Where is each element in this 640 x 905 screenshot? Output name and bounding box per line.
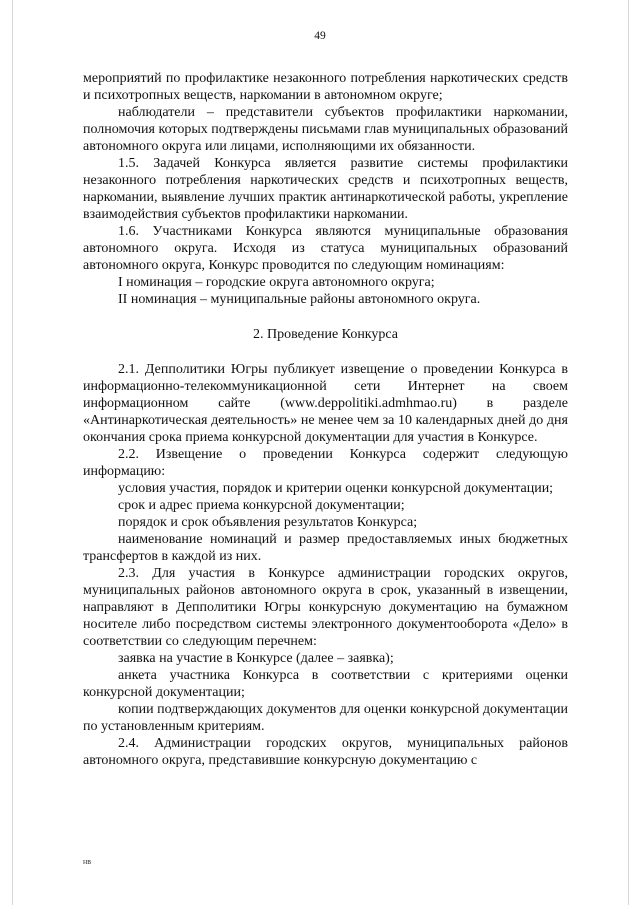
scan-edge-left bbox=[12, 0, 13, 905]
paragraph-p11: порядок и срок объявления результатов Конкурса; bbox=[118, 515, 418, 530]
paragraph-p5: I номинация – городские округа автономного округа; bbox=[118, 275, 435, 290]
paragraph-p3: 1.5. Задачей Конкурса является развитие системы профилактики незаконного потребления наркотических средств и психотропных веществ, наркомании, выявление лучших практик антинаркотической работы, укрепление взаимодействия субъектов профилактики наркомании. bbox=[83, 156, 568, 222]
paragraph-p15: анкета участника Конкурса в соответствии с критериями оценки конкурсной документации; bbox=[83, 668, 568, 700]
scan-edge-right bbox=[628, 0, 629, 905]
paragraph-p14: заявка на участие в Конкурсе (далее – заявка); bbox=[118, 651, 394, 666]
document-body bbox=[83, 70, 568, 769]
paragraph-p10: срок и адрес приема конкурсной документации; bbox=[118, 498, 405, 513]
paragraph-p16: копии подтверждающих документов для оценки конкурсной документации по установленным критериям. bbox=[83, 702, 568, 734]
paragraph-p8: 2.2. Извещение о проведении Конкурса содержит следующую информацию: bbox=[83, 447, 568, 479]
paragraph-p9: условия участия, порядок и критерии оценки конкурсной документации; bbox=[118, 481, 554, 496]
paragraph-p6: II номинация – муниципальные районы автономного округа. bbox=[118, 292, 481, 307]
page-number: 49 bbox=[314, 30, 326, 42]
footer-mark: нв bbox=[83, 857, 92, 866]
section-heading: 2. Проведение Конкурса bbox=[252, 327, 399, 342]
paragraph-p7: 2.1. Депполитики Югры публикует извещение о проведении Конкурса в информационно-телекоммуникационной сети Интернет на своем информационном сайте (www.deppolitiki.admhmao.ru) в разделе «Антинаркотическая деятельность» не менее чем за 10 календарных дней до дня окончания срока приема конкурсной документации для участия в Конкурсе. bbox=[83, 362, 568, 445]
paragraph-p17: 2.4. Администрации городских округов, муниципальных районов автономного округа, представившие конкурсную документацию с bbox=[83, 736, 568, 768]
paragraph-p2: наблюдатели – представители субъектов профилактики наркомании, полномочия которых подтверждены письмами глав муниципальных образований автономного округа или лицами, исполняющими их обязанности. bbox=[83, 105, 568, 154]
paragraph-p4: 1.6. Участниками Конкурса являются муниципальные образования автономного округа. Исходя из статуса муниципальных образований автономного округа, Конкурс проводится по следующим номинациям: bbox=[83, 224, 568, 273]
paragraph-p12: наименование номинаций и размер предоставляемых иных бюджетных трансфертов в каждой из них. bbox=[83, 532, 568, 564]
paragraph-p1: мероприятий по профилактике незаконного потребления наркотических средств и психотропных веществ, наркомании в автономном округе; bbox=[83, 71, 568, 103]
paragraph-p13: 2.3. Для участия в Конкурсе администрации городских округов, муниципальных районов автономного округа в срок, указанный в извещении, направляют в Депполитики Югры конкурсную документацию на бумажном носителе либо посредством системы электронного документооборота «Дело» в соответствии со следующим перечнем: bbox=[83, 566, 568, 649]
